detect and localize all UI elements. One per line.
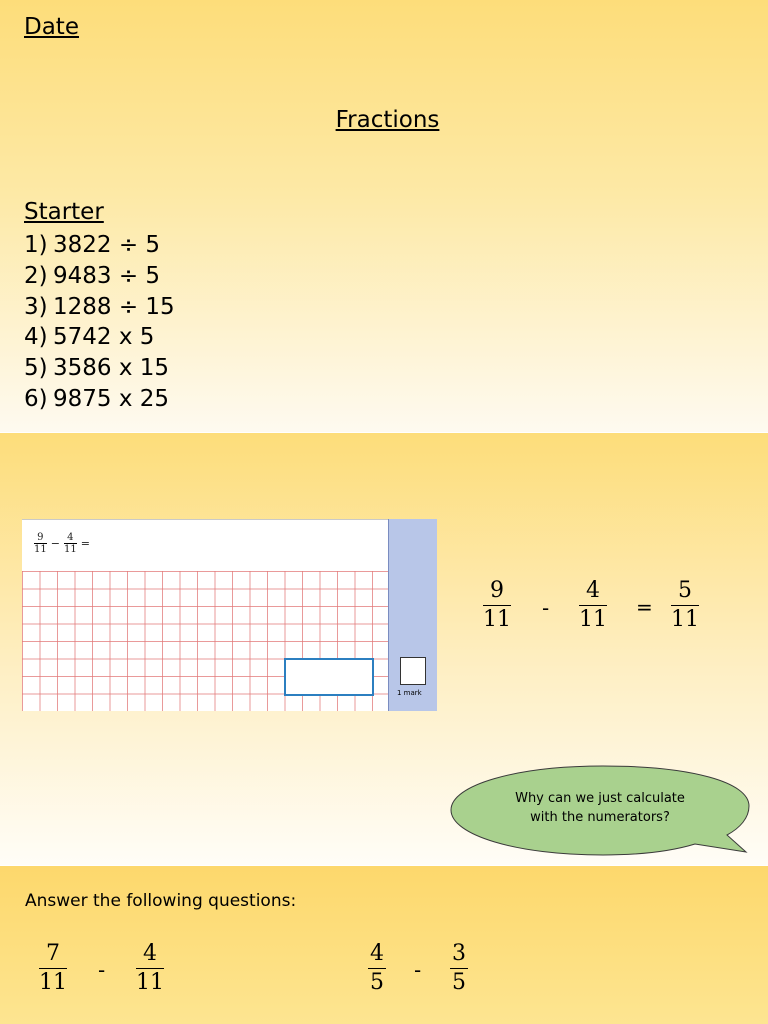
minus-sign: - (542, 596, 550, 620)
fraction-result: 5 11 (671, 578, 699, 632)
worksheet-question-image (22, 519, 436, 711)
fraction: 4 11 (136, 941, 164, 995)
minus-sign: - (414, 958, 422, 982)
list-item: 4) 5742 x 5 (24, 324, 155, 351)
fraction: 7 11 (39, 941, 67, 995)
speech-bubble-text: Why can we just calculate with the numerators? (515, 791, 685, 825)
slide-starter (0, 0, 768, 432)
fraction: 3 5 (452, 941, 466, 995)
fraction: 4 5 (370, 941, 384, 995)
equals-sign: = (80, 537, 90, 550)
answer-box[interactable] (284, 658, 374, 696)
starter-heading: Starter (24, 199, 104, 225)
fraction: 9 11 (34, 532, 47, 555)
list-item: 3) 1288 ÷ 15 (24, 293, 175, 320)
slide-example (0, 433, 768, 865)
minus-sign: − (50, 537, 60, 550)
equals-sign: = (636, 595, 653, 619)
starter-question-list (24, 230, 175, 415)
list-item: 5) 3586 x 15 (24, 355, 170, 382)
list-item: 1) 3822 ÷ 5 (24, 232, 161, 258)
worksheet-question-header (22, 519, 388, 572)
fraction-a: 9 11 (483, 578, 511, 632)
minus-sign: - (98, 958, 106, 982)
page-title: Fractions (335, 107, 440, 133)
worksheet-equation (34, 532, 90, 555)
fraction: 4 11 (63, 532, 77, 555)
slide-practice (0, 866, 768, 1024)
mark-label: 1 mark (397, 689, 422, 697)
list-item: 2) 9483 ÷ 5 (24, 262, 161, 289)
mark-sidebar (388, 519, 437, 711)
instruction-text: Answer the following questions: (25, 891, 297, 911)
fraction-b: 4 11 (579, 578, 607, 632)
list-item: 6) 9875 x 25 (24, 385, 170, 412)
mark-checkbox[interactable] (400, 657, 426, 685)
date-heading: Date (24, 14, 79, 40)
